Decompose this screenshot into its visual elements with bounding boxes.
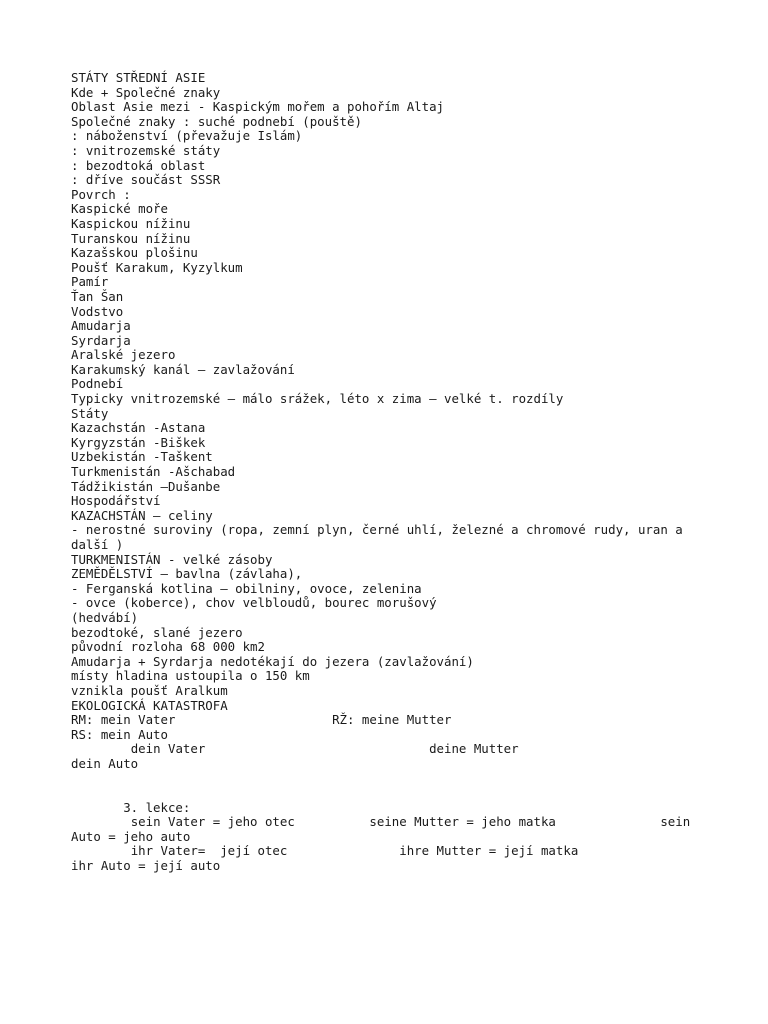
text-line: dein Auto [71,755,139,771]
text-line [71,786,711,801]
text-line: Typicky vnitrozemské – málo srážek, léto x zima – velké t. rozdíly [71,391,564,407]
text-line [71,772,711,787]
text-line: Kazachstán -Astana [71,420,206,436]
text-line: ihr Vater= její otec ihre Mutter = její matka [71,843,579,859]
text-line: Kyrgyzstán -Biškek [71,434,206,450]
text-line: Hospodářství [71,493,161,509]
text-line: Státy [71,405,109,421]
text-line: : dříve součást SSSR [71,172,221,188]
text-line: Auto = jeho auto [71,828,191,844]
text-line: vznikla poušť Aralkum [71,682,228,698]
text-line: Kaspickou nížinu [71,215,191,231]
text-line: Karakumský kanál – zavlažování [71,361,295,377]
text-line: dein Vater deine Mutter [71,741,519,757]
text-line: Tádžikistán –Dušanbe [71,478,221,494]
text-line: sein Vater = jeho otec seine Mutter = jeho matka sein [71,814,691,830]
text-line: další ) [71,537,124,552]
document-text [71,71,711,874]
text-line: RM: mein Vater RŽ: meine Mutter [71,712,452,728]
text-line: Povrch : [71,186,131,202]
text-line: Společné znaky : suché podnebí (pouště) [71,113,362,129]
text-line: Vodstvo [71,303,124,319]
text-line: : náboženství (převažuje Islám) [71,128,303,144]
text-line: Kaspické moře [71,201,168,217]
text-line: původní rozloha 68 000 km2 [71,639,265,655]
text-line: - Ferganská kotlina – obilniny, ovoce, zelenina [71,580,422,596]
text-line: Pamír [71,274,109,290]
text-line: 3. lekce: [71,799,191,815]
text-line: RS: mein Auto [71,726,168,742]
text-line: Turanskou nížinu [71,230,191,246]
text-line: Kazašskou plošinu [71,245,198,261]
text-line: KAZACHSTÁN – celiny [71,507,213,523]
text-line: - ovce (koberce), chov velbloudů, bourec morušový [71,595,437,611]
text-line: EKOLOGICKÁ KATASTROFA [71,697,228,713]
text-line: : bezodtoká oblast [71,157,206,173]
text-line: Aralské jezero [71,347,176,363]
text-line: : vnitrozemské státy [71,142,221,158]
text-line: Turkmenistán -Ašchabad [71,464,236,480]
text-line: Uzbekistán -Taškent [71,449,213,465]
text-line: Amudarja [71,318,131,334]
text-line: TURKMENISTÁN - velké zásoby [71,551,273,567]
text-line: Podnebí [71,376,124,392]
text-line: Amudarja + Syrdarja nedotékají do jezera (zavlažování) [71,653,474,669]
text-line: Ťan Šan [71,288,124,304]
text-line: místy hladina ustoupila o 150 km [71,668,310,684]
text-line: ihr Auto = její auto [71,858,221,874]
text-line: STÁTY STŘEDNÍ ASIE [71,70,206,85]
text-line: Syrdarja [71,332,131,348]
text-line: Poušť Karakum, Kyzylkum [71,259,243,275]
text-line: ZEMĚDĚLSTVÍ – bavlna (závlaha), [71,566,303,582]
text-line: bezodtoké, slané jezero [71,624,243,640]
text-line: (hedvábí) [71,609,139,625]
text-line: - nerostné suroviny (ropa, zemní plyn, černé uhlí, železné a chromové rudy, uran a [71,522,683,538]
text-line: Kde + Společné znaky [71,84,221,100]
text-line: Oblast Asie mezi - Kaspickým mořem a pohořím Altaj [71,99,444,115]
